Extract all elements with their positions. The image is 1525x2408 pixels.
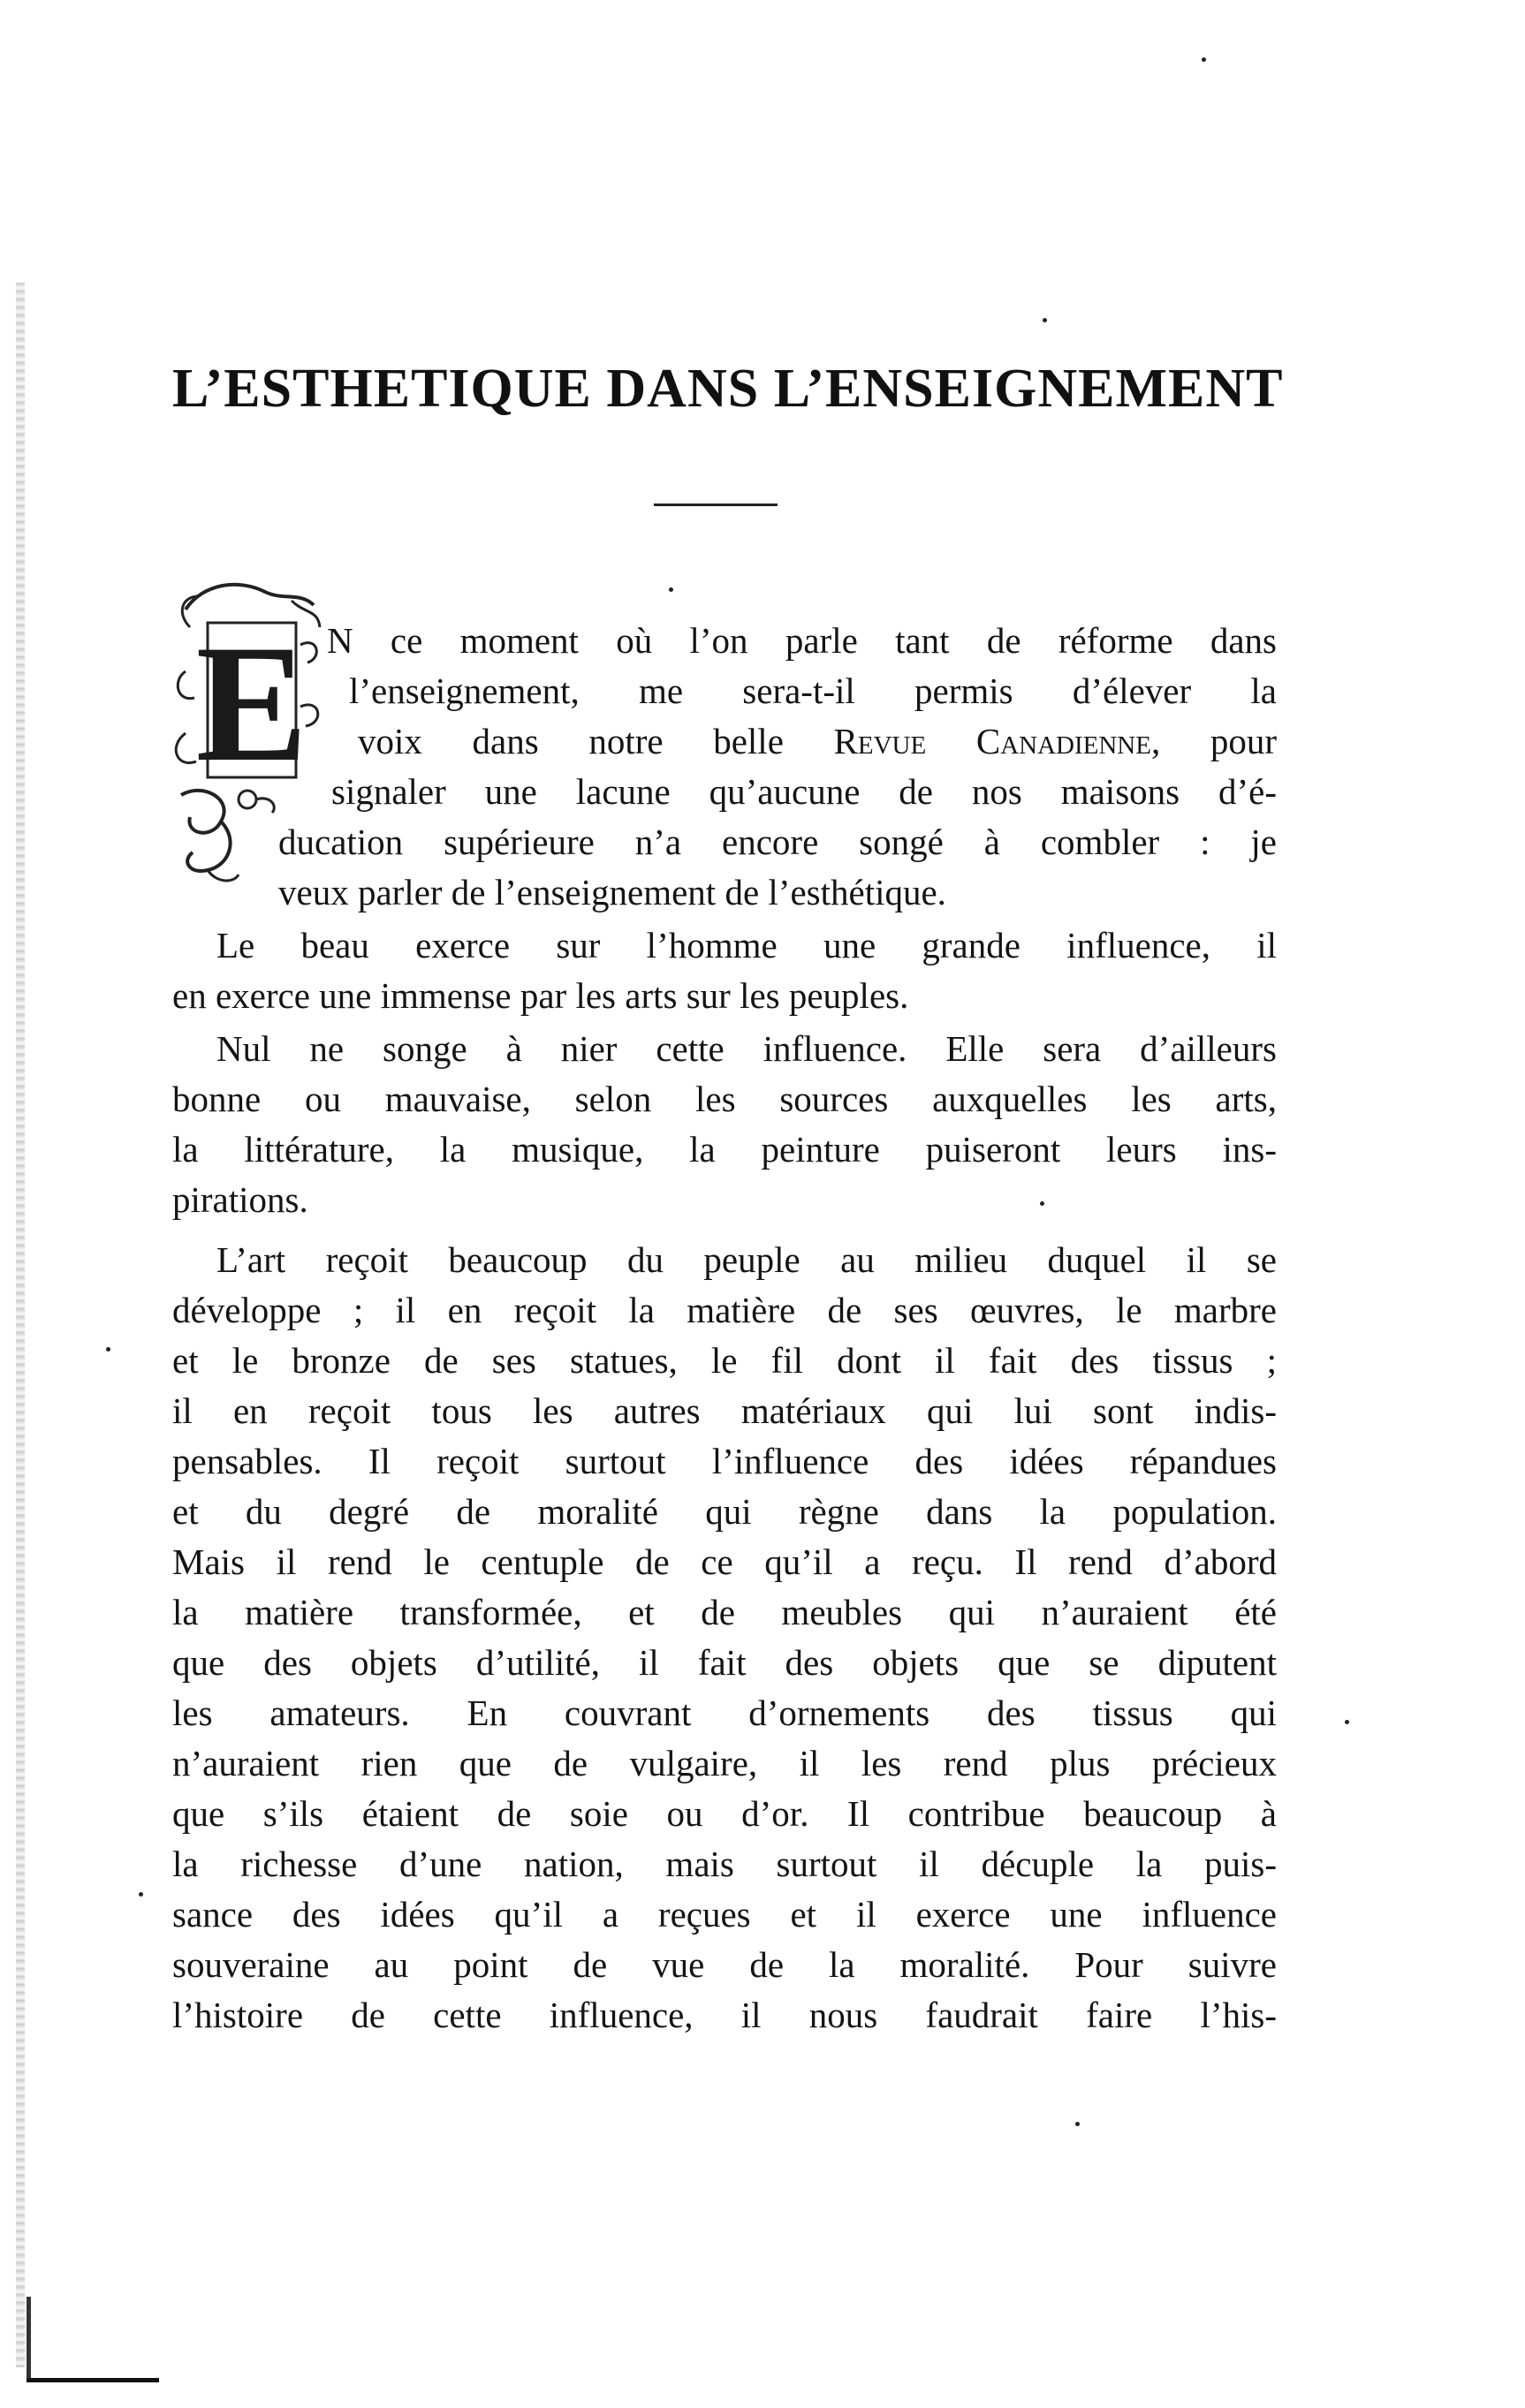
text-line-part: , pour	[1150, 721, 1277, 761]
text-line: que des objets d’utilité, il fait des objets que se diputent	[172, 1642, 1277, 1683]
page-corner-mark	[27, 2297, 31, 2382]
page-title: L’ESTHETIQUE DANS L’ENSEIGNEMENT	[172, 359, 1284, 419]
scan-speck	[1040, 1201, 1044, 1206]
text-line: sance des idées qu’il a reçues et il exerce une influence	[172, 1894, 1277, 1935]
text-line: bonne ou mauvaise, selon les sources auxquelles les arts,	[172, 1079, 1277, 1119]
scan-speck	[139, 1892, 143, 1897]
scan-speck	[106, 1347, 110, 1352]
drop-cap-letter: E	[195, 611, 308, 797]
text-line: l’histoire de cette influence, il nous faudrait faire l’his-	[172, 1995, 1277, 2035]
text-line: et du degré de moralité qui règne dans la population.	[172, 1491, 1277, 1532]
text-line: développe ; il en reçoit la matière de ses œuvres, le marbre	[172, 1290, 1277, 1330]
text-line: il en reçoit tous les autres matériaux qui lui sont indis-	[172, 1390, 1277, 1431]
text-line: signaler une lacune qu’aucune de nos maisons d’é-	[331, 771, 1277, 812]
text-line: que s’ils étaient de soie ou d’or. Il contribue beaucoup à	[172, 1793, 1277, 1834]
title-rule	[654, 504, 778, 506]
text-line: L’art reçoit beaucoup du peuple au milieu duquel il se	[216, 1239, 1277, 1280]
text-line: veux parler de l’enseignement de l’esthétique.	[278, 872, 946, 912]
text-line: Mais il rend le centuple de ce qu’il a reçu. Il rend d’abord	[172, 1541, 1277, 1582]
text-line: l’enseignement, me sera-t-il permis d’élever la	[349, 670, 1277, 711]
page-corner-mark-base	[27, 2378, 159, 2382]
text-line: la matière transformée, et de meubles qui n’auraient été	[172, 1592, 1277, 1632]
scan-speck	[1345, 1720, 1349, 1724]
text-line	[358, 716, 1277, 767]
text-line: et le bronze de ses statues, le fil dont il fait des tissus ;	[172, 1340, 1277, 1381]
scan-speck	[669, 587, 673, 592]
text-line: la richesse d’une nation, mais surtout il décuple la puis-	[172, 1844, 1277, 1884]
text-line: n’auraient rien que de vulgaire, il les rend plus précieux	[172, 1743, 1277, 1783]
text-line: souveraine au point de vue de la moralité. Pour suivre	[172, 1944, 1277, 1985]
scan-speck	[1202, 57, 1206, 62]
text-line: pensables. Il reçoit surtout l’influence des idées répandues	[172, 1441, 1277, 1481]
text-line: pirations.	[172, 1179, 308, 1220]
text-line: Nul ne songe à nier cette influence. Elle sera d’ailleurs	[216, 1028, 1277, 1069]
text-line: Le beau exerce sur l’homme une grande influence, il	[216, 925, 1277, 965]
text-line: la littérature, la musique, la peinture puiseront leurs ins-	[172, 1129, 1277, 1170]
text-line: en exerce une immense par les arts sur les peuples.	[172, 975, 909, 1016]
scan-speck	[1075, 2122, 1080, 2126]
text-line: N ce moment où l’on parle tant de réforme dans	[327, 620, 1277, 661]
text-line: les amateurs. En couvrant d’ornements des tissus qui	[172, 1692, 1277, 1733]
text-line: ducation supérieure n’a encore songé à combler : je	[278, 822, 1277, 862]
text-line-part: voix dans notre belle	[358, 721, 834, 761]
scan-speck	[1043, 318, 1047, 322]
page-gutter-shadow	[16, 283, 25, 2367]
journal-name: Revue Canadienne	[833, 721, 1151, 761]
